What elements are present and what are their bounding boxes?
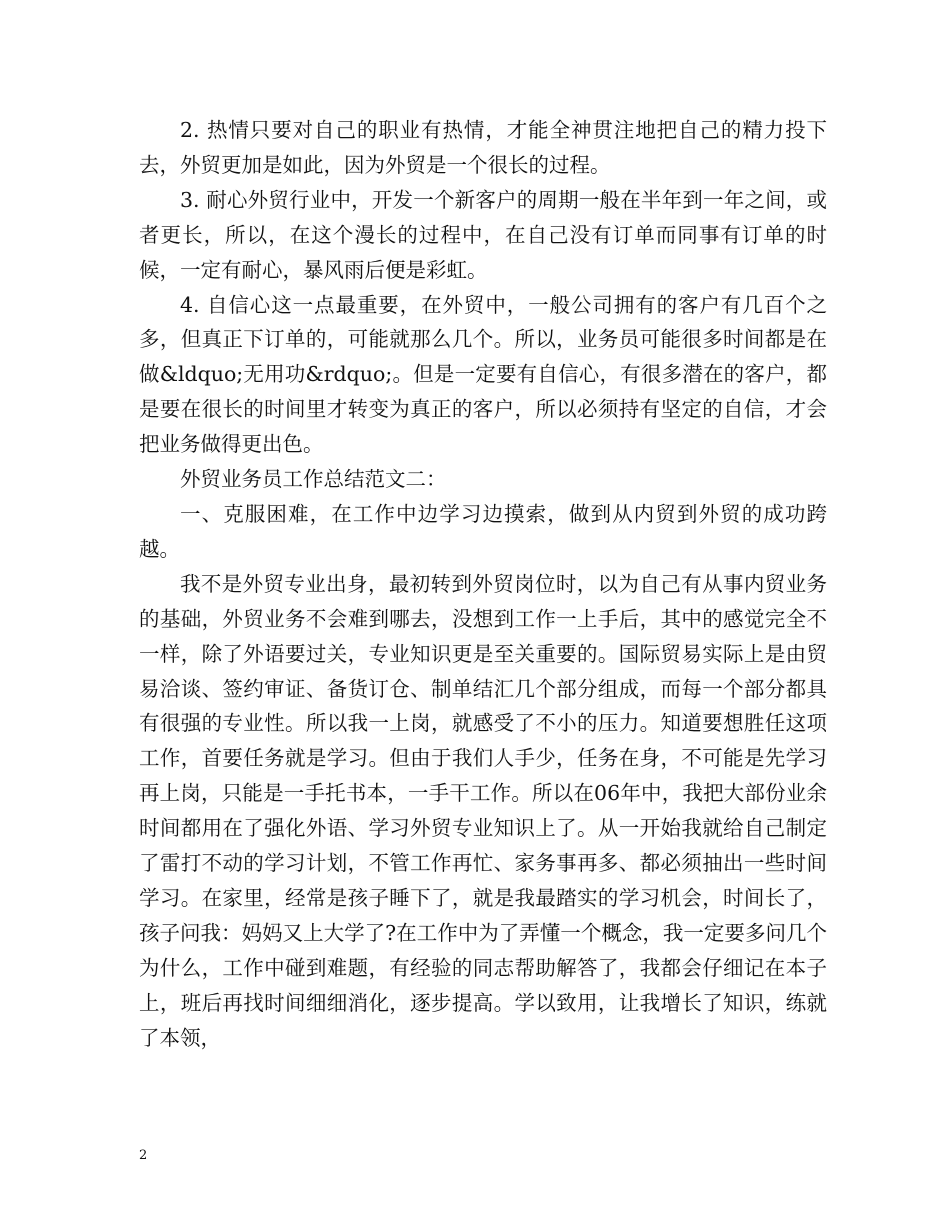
document-body (139, 113, 827, 1055)
subsection-heading: 一、克服困难，在工作中边学习边摸索，做到从内贸到外贸的成功跨越。 (139, 501, 827, 561)
paragraph-enthusiasm: 2. 热情只要对自己的职业有热情，才能全神贯注地把自己的精力投下去，外贸更加是如此，因为外贸是一个很长的过程。 (139, 118, 827, 177)
section-heading: 外贸业务员工作总结范文二： (180, 467, 447, 492)
paragraph-patience: 3. 耐心外贸行业中，开发一个新客户的周期一般在半年到一年之间，或者更长，所以，在这个漫长的过程中，在自己没有订单而同事有订单的时候，一定有耐心，暴风雨后便是彩虹。 (139, 187, 827, 282)
paragraph-confidence: 4. 自信心这一点最重要，在外贸中，一般公司拥有的客户有几百个之多，但真正下订单的，可能就那么几个。所以，业务员可能很多时间都是在做&ldquo;无用功&rdquo;。但是一定要有自信心，有很多潜在的客户，都是要在很长的时间里才转变为真正的客户，所以必须持有坚定的自信，才会把业务做得更出色。 (139, 292, 827, 457)
page-number: 2 (139, 1148, 148, 1163)
paragraph-learning: 我不是外贸专业出身，最初转到外贸岗位时，以为自己有从事内贸业务的基础，外贸业务不会难到哪去，没想到工作一上手后，其中的感觉完全不一样，除了外语要过关，专业知识更是至关重要的。国际贸易实际上是由贸易洽谈、签约审证、备货订仓、制单结汇几个部分组成，而每一个部分都具有很强的专业性。所以我一上岗，就感受了不小的压力。知道要想胜任这项工作，首要任务就是学习。但由于我们人手少，任务在身，不可能是先学习再上岗，只能是一手托书本，一手干工作。所以在06年中，我把大部份业余时间都用在了强化外语、学习外贸专业知识上了。从一开始我就给自己制定了雷打不动的学习计划，不管工作再忙、家务事再多、都必须抽出一些时间学习。在家里，经常是孩子睡下了，就是我最踏实的学习机会，时间长了，孩子问我：妈妈又上大学了?在工作中为了弄懂一个概念，我一定要多问几个为什么，工作中碰到难题，有经验的同志帮助解答了，我都会仔细记在本子上，班后再找时间细细消化，逐步提高。学以致用，让我增长了知识，练就了本领， (139, 571, 827, 1050)
